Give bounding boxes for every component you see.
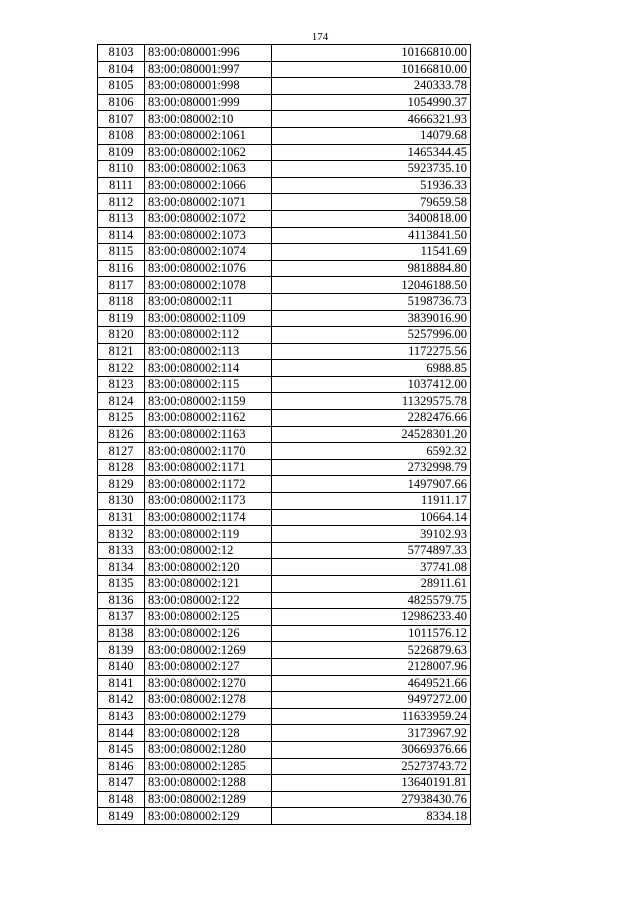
- table-row: [98, 592, 471, 609]
- row-number-cell: 8130: [98, 493, 145, 510]
- cadastral-number-cell: 83:00:080002:129: [145, 808, 272, 825]
- table-row: [98, 410, 471, 427]
- cadastral-number-cell: 83:00:080002:1162: [145, 410, 272, 427]
- cadastral-value-cell: 6988.85: [272, 360, 471, 377]
- row-number-cell: 8111: [98, 177, 145, 194]
- row-number-cell: 8134: [98, 559, 145, 576]
- row-number-cell: 8137: [98, 609, 145, 626]
- cadastral-number-cell: 83:00:080002:1078: [145, 277, 272, 294]
- cadastral-number-cell: 83:00:080002:10: [145, 111, 272, 128]
- cadastral-value-cell: 14079.68: [272, 127, 471, 144]
- cadastral-value-cell: 1497907.66: [272, 476, 471, 493]
- cadastral-number-cell: 83:00:080001:999: [145, 94, 272, 111]
- cadastral-number-cell: 83:00:080002:113: [145, 343, 272, 360]
- table-row: [98, 559, 471, 576]
- row-number-cell: 8103: [98, 45, 145, 62]
- cadastral-value-cell: 2732998.79: [272, 459, 471, 476]
- cadastral-value-cell: 10166810.00: [272, 61, 471, 78]
- row-number-cell: 8140: [98, 658, 145, 675]
- cadastral-number-cell: 83:00:080002:1269: [145, 642, 272, 659]
- table-row: [98, 708, 471, 725]
- cadastral-number-cell: 83:00:080002:1173: [145, 493, 272, 510]
- cadastral-number-cell: 83:00:080002:12: [145, 542, 272, 559]
- cadastral-number-cell: 83:00:080002:1076: [145, 260, 272, 277]
- table-row: [98, 642, 471, 659]
- row-number-cell: 8119: [98, 310, 145, 327]
- cadastral-value-cell: 25273743.72: [272, 758, 471, 775]
- table-row: [98, 327, 471, 344]
- cadastral-number-cell: 83:00:080001:997: [145, 61, 272, 78]
- row-number-cell: 8149: [98, 808, 145, 825]
- table-row: [98, 293, 471, 310]
- table-row: [98, 775, 471, 792]
- table-row: [98, 310, 471, 327]
- cadastral-number-cell: 83:00:080002:1285: [145, 758, 272, 775]
- cadastral-number-cell: 83:00:080001:998: [145, 78, 272, 95]
- cadastral-number-cell: 83:00:080002:1074: [145, 244, 272, 261]
- cadastral-number-cell: 83:00:080002:1061: [145, 127, 272, 144]
- cadastral-number-cell: 83:00:080002:1159: [145, 393, 272, 410]
- cadastral-value-cell: 27938430.76: [272, 791, 471, 808]
- cadastral-number-cell: 83:00:080002:1109: [145, 310, 272, 327]
- table-row: [98, 692, 471, 709]
- cadastral-value-cell: 1172275.56: [272, 343, 471, 360]
- cadastral-value-cell: 1037412.00: [272, 376, 471, 393]
- table-row: [98, 78, 471, 95]
- row-number-cell: 8133: [98, 542, 145, 559]
- row-number-cell: 8146: [98, 758, 145, 775]
- table-row: [98, 758, 471, 775]
- cadastral-value-cell: 11541.69: [272, 244, 471, 261]
- cadastral-value-cell: 4666321.93: [272, 111, 471, 128]
- table-row: [98, 111, 471, 128]
- table-row: [98, 542, 471, 559]
- table-row: [98, 725, 471, 742]
- cadastral-value-cell: 4825579.75: [272, 592, 471, 609]
- table-row: [98, 94, 471, 111]
- row-number-cell: 8118: [98, 293, 145, 310]
- cadastral-value-cell: 1465344.45: [272, 144, 471, 161]
- cadastral-value-cell: 1011576.12: [272, 625, 471, 642]
- cadastral-number-cell: 83:00:080002:120: [145, 559, 272, 576]
- cadastral-number-cell: 83:00:080002:1163: [145, 426, 272, 443]
- cadastral-number-cell: 83:00:080002:1288: [145, 775, 272, 792]
- table-row: [98, 45, 471, 62]
- cadastral-number-cell: 83:00:080002:1073: [145, 227, 272, 244]
- cadastral-value-cell: 5198736.73: [272, 293, 471, 310]
- table-row: [98, 791, 471, 808]
- row-number-cell: 8129: [98, 476, 145, 493]
- cadastral-value-cell: 37741.08: [272, 559, 471, 576]
- cadastral-value-cell: 10166810.00: [272, 45, 471, 62]
- table-row: [98, 675, 471, 692]
- cadastral-value-cell: 6592.32: [272, 443, 471, 460]
- cadastral-number-cell: 83:00:080002:1270: [145, 675, 272, 692]
- row-number-cell: 8142: [98, 692, 145, 709]
- row-number-cell: 8116: [98, 260, 145, 277]
- row-number-cell: 8141: [98, 675, 145, 692]
- cadastral-number-cell: 83:00:080002:1071: [145, 194, 272, 211]
- table-row: [98, 161, 471, 178]
- table-row: [98, 509, 471, 526]
- cadastral-value-cell: 2128007.96: [272, 658, 471, 675]
- table-row: [98, 443, 471, 460]
- cadastral-value-cell: 4649521.66: [272, 675, 471, 692]
- cadastral-value-cell: 240333.78: [272, 78, 471, 95]
- cadastral-number-cell: 83:00:080002:1066: [145, 177, 272, 194]
- cadastral-value-cell: 10664.14: [272, 509, 471, 526]
- row-number-cell: 8124: [98, 393, 145, 410]
- row-number-cell: 8135: [98, 576, 145, 593]
- row-number-cell: 8148: [98, 791, 145, 808]
- table-row: [98, 459, 471, 476]
- row-number-cell: 8127: [98, 443, 145, 460]
- row-number-cell: 8104: [98, 61, 145, 78]
- row-number-cell: 8144: [98, 725, 145, 742]
- row-number-cell: 8108: [98, 127, 145, 144]
- cadastral-value-cell: 79659.58: [272, 194, 471, 211]
- table-row: [98, 127, 471, 144]
- cadastral-value-cell: 4113841.50: [272, 227, 471, 244]
- table-row: [98, 260, 471, 277]
- table-row: [98, 609, 471, 626]
- cadastral-value-cell: 8334.18: [272, 808, 471, 825]
- table-row: [98, 625, 471, 642]
- row-number-cell: 8122: [98, 360, 145, 377]
- row-number-cell: 8110: [98, 161, 145, 178]
- cadastral-value-cell: 30669376.66: [272, 741, 471, 758]
- cadastral-number-cell: 83:00:080002:121: [145, 576, 272, 593]
- row-number-cell: 8147: [98, 775, 145, 792]
- row-number-cell: 8105: [98, 78, 145, 95]
- cadastral-value-cell: 5257996.00: [272, 327, 471, 344]
- cadastral-value-cell: 12046188.50: [272, 277, 471, 294]
- cadastral-number-cell: 83:00:080002:119: [145, 526, 272, 543]
- table-row: [98, 741, 471, 758]
- table-body: [98, 45, 471, 825]
- table-row: [98, 360, 471, 377]
- row-number-cell: 8113: [98, 210, 145, 227]
- row-number-cell: 8107: [98, 111, 145, 128]
- cadastral-value-cell: 13640191.81: [272, 775, 471, 792]
- cadastral-number-cell: 83:00:080002:1278: [145, 692, 272, 709]
- row-number-cell: 8125: [98, 410, 145, 427]
- table-row: [98, 343, 471, 360]
- cadastral-value-cell: 5226879.63: [272, 642, 471, 659]
- cadastral-number-cell: 83:00:080002:1072: [145, 210, 272, 227]
- cadastral-number-cell: 83:00:080001:996: [145, 45, 272, 62]
- row-number-cell: 8145: [98, 741, 145, 758]
- cadastral-value-cell: 9497272.00: [272, 692, 471, 709]
- cadastral-number-cell: 83:00:080002:122: [145, 592, 272, 609]
- table-row: [98, 526, 471, 543]
- cadastral-value-cell: 3173967.92: [272, 725, 471, 742]
- cadastral-value-cell: 3400818.00: [272, 210, 471, 227]
- cadastral-number-cell: 83:00:080002:128: [145, 725, 272, 742]
- row-number-cell: 8131: [98, 509, 145, 526]
- cadastral-number-cell: 83:00:080002:1063: [145, 161, 272, 178]
- table-row: [98, 393, 471, 410]
- cadastral-number-cell: 83:00:080002:11: [145, 293, 272, 310]
- table-row: [98, 61, 471, 78]
- table-row: [98, 244, 471, 261]
- page-number: 174: [311, 31, 329, 43]
- cadastral-value-cell: 9818884.80: [272, 260, 471, 277]
- table-row: [98, 576, 471, 593]
- cadastral-number-cell: 83:00:080002:1174: [145, 509, 272, 526]
- cadastral-number-cell: 83:00:080002:1170: [145, 443, 272, 460]
- table-row: [98, 194, 471, 211]
- cadastral-number-cell: 83:00:080002:1062: [145, 144, 272, 161]
- cadastral-number-cell: 83:00:080002:127: [145, 658, 272, 675]
- cadastral-number-cell: 83:00:080002:115: [145, 376, 272, 393]
- row-number-cell: 8117: [98, 277, 145, 294]
- cadastral-value-cell: 5923735.10: [272, 161, 471, 178]
- cadastral-value-cell: 11633959.24: [272, 708, 471, 725]
- cadastral-value-cell: 24528301.20: [272, 426, 471, 443]
- table-row: [98, 658, 471, 675]
- row-number-cell: 8128: [98, 459, 145, 476]
- cadastral-value-table: [97, 44, 471, 825]
- cadastral-value-cell: 12986233.40: [272, 609, 471, 626]
- row-number-cell: 8136: [98, 592, 145, 609]
- row-number-cell: 8123: [98, 376, 145, 393]
- table-row: [98, 376, 471, 393]
- table-row: [98, 144, 471, 161]
- cadastral-value-cell: 11329575.78: [272, 393, 471, 410]
- row-number-cell: 8112: [98, 194, 145, 211]
- cadastral-value-cell: 1054990.37: [272, 94, 471, 111]
- row-number-cell: 8115: [98, 244, 145, 261]
- row-number-cell: 8120: [98, 327, 145, 344]
- row-number-cell: 8126: [98, 426, 145, 443]
- cadastral-number-cell: 83:00:080002:1289: [145, 791, 272, 808]
- cadastral-value-cell: 39102.93: [272, 526, 471, 543]
- cadastral-number-cell: 83:00:080002:1172: [145, 476, 272, 493]
- cadastral-number-cell: 83:00:080002:114: [145, 360, 272, 377]
- table-row: [98, 476, 471, 493]
- cadastral-value-cell: 2282476.66: [272, 410, 471, 427]
- table-row: [98, 210, 471, 227]
- row-number-cell: 8139: [98, 642, 145, 659]
- row-number-cell: 8109: [98, 144, 145, 161]
- cadastral-number-cell: 83:00:080002:112: [145, 327, 272, 344]
- cadastral-number-cell: 83:00:080002:1280: [145, 741, 272, 758]
- table-row: [98, 227, 471, 244]
- table-row: [98, 177, 471, 194]
- row-number-cell: 8121: [98, 343, 145, 360]
- cadastral-number-cell: 83:00:080002:125: [145, 609, 272, 626]
- cadastral-value-cell: 11911.17: [272, 493, 471, 510]
- table-row: [98, 493, 471, 510]
- cadastral-value-cell: 51936.33: [272, 177, 471, 194]
- table-row: [98, 277, 471, 294]
- cadastral-value-cell: 3839016.90: [272, 310, 471, 327]
- table-row: [98, 808, 471, 825]
- cadastral-number-cell: 83:00:080002:1171: [145, 459, 272, 476]
- cadastral-number-cell: 83:00:080002:126: [145, 625, 272, 642]
- row-number-cell: 8114: [98, 227, 145, 244]
- table-row: [98, 426, 471, 443]
- row-number-cell: 8138: [98, 625, 145, 642]
- cadastral-value-cell: 5774897.33: [272, 542, 471, 559]
- cadastral-value-cell: 28911.61: [272, 576, 471, 593]
- cadastral-number-cell: 83:00:080002:1279: [145, 708, 272, 725]
- row-number-cell: 8106: [98, 94, 145, 111]
- row-number-cell: 8143: [98, 708, 145, 725]
- row-number-cell: 8132: [98, 526, 145, 543]
